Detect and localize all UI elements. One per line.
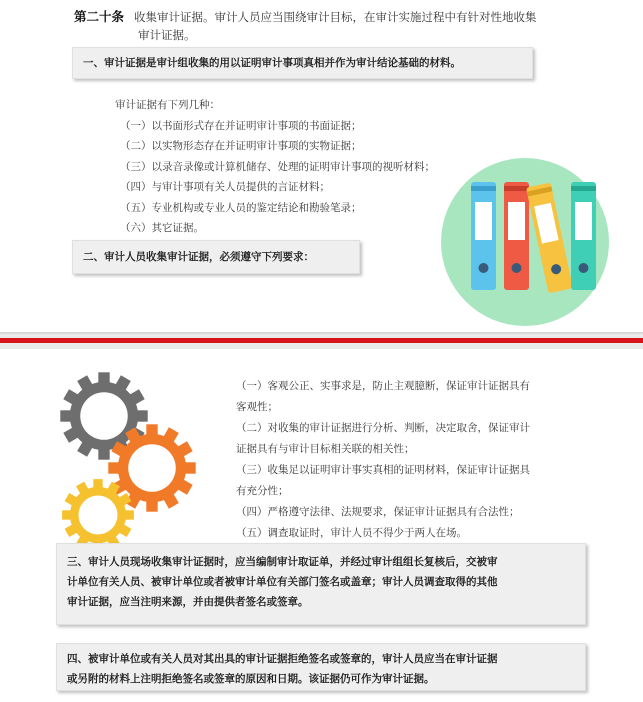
article-number: 第二十条 [74, 9, 125, 24]
list-item: （五）专业机构或专业人员的鉴定结论和勘验笔录； [120, 201, 362, 214]
refusal-signing-box [56, 643, 586, 691]
list-item: （五）调查取证时，审计人员不得少于两人在场。 [236, 527, 467, 539]
list-item: （二）对收集的审计证据进行分析、判断，决定取舍，保证审计 [236, 422, 530, 434]
list-item: 证据具有与审计目标相关联的相关性； [236, 443, 415, 455]
article-text-line1: 收集审计证据。审计人员应当围绕审计目标，在审计实施过程中有针对性地收集 [134, 10, 537, 24]
binder-folders-icon [441, 158, 609, 330]
box-line: 四、被审计单位或有关人员对其出具的审计证据拒绝签名或签章的，审计人员应当在审计证据 [67, 653, 498, 665]
article-heading [74, 8, 574, 42]
list-item: （三）以录音录像或计算机储存、处理的证明审计事项的视听材料； [120, 160, 435, 173]
evidence-types-intro: 审计证据有下列几种： [115, 99, 220, 111]
list-item: （四）与审计事项有关人员提供的言证材料； [120, 181, 330, 193]
requirements-heading-box: 二、审计人员收集审计证据，必须遵守下列要求： [72, 240, 360, 274]
list-item: 客观性； [236, 401, 278, 413]
list-item: （三）收集足以证明审计事实真相的证明材料，保证审计证据具 [236, 464, 530, 476]
list-item: （六）其它证据。 [120, 222, 204, 234]
gears-icon [58, 370, 198, 559]
box-line: 计单位有关人员、被审计单位或者被审计单位有关部门签名或盖章；审计人员调查取得的其他 [67, 576, 498, 588]
list-item: （一）以书面形式存在并证明审计事项的书面证据； [120, 119, 362, 132]
list-item: （一）客观公正、实事求是，防止主观臆断，保证审计证据具有 [236, 380, 530, 392]
slide-divider [0, 332, 643, 349]
evidence-types-list [115, 95, 435, 239]
box-line: 审计证据，应当注明来源，并由提供者签名或签章。 [67, 596, 309, 608]
list-item: 有充分性； [236, 485, 289, 497]
definition-box: 一、审计证据是审计组收集的用以证明审计事项真相并作为审计结论基础的材料。 [72, 47, 533, 79]
red-divider-line [0, 338, 643, 343]
list-item: （四）严格遵守法律、法规要求，保证审计证据具有合法性； [236, 506, 520, 518]
requirements-list [236, 376, 581, 544]
box-line: 三、审计人员现场收集审计证据时，应当编制审计取证单，并经过审计组组长复核后，交被审 [67, 556, 498, 568]
box-line: 或另附的材料上注明拒绝签名或签章的原因和日期。该证据仍可作为审计证据。 [67, 673, 435, 685]
list-item: （二）以实物形态存在并证明审计事项的实物证据； [120, 140, 362, 152]
evidence-signing-box [56, 543, 586, 625]
article-text-line2: 审计证据。 [138, 28, 196, 42]
